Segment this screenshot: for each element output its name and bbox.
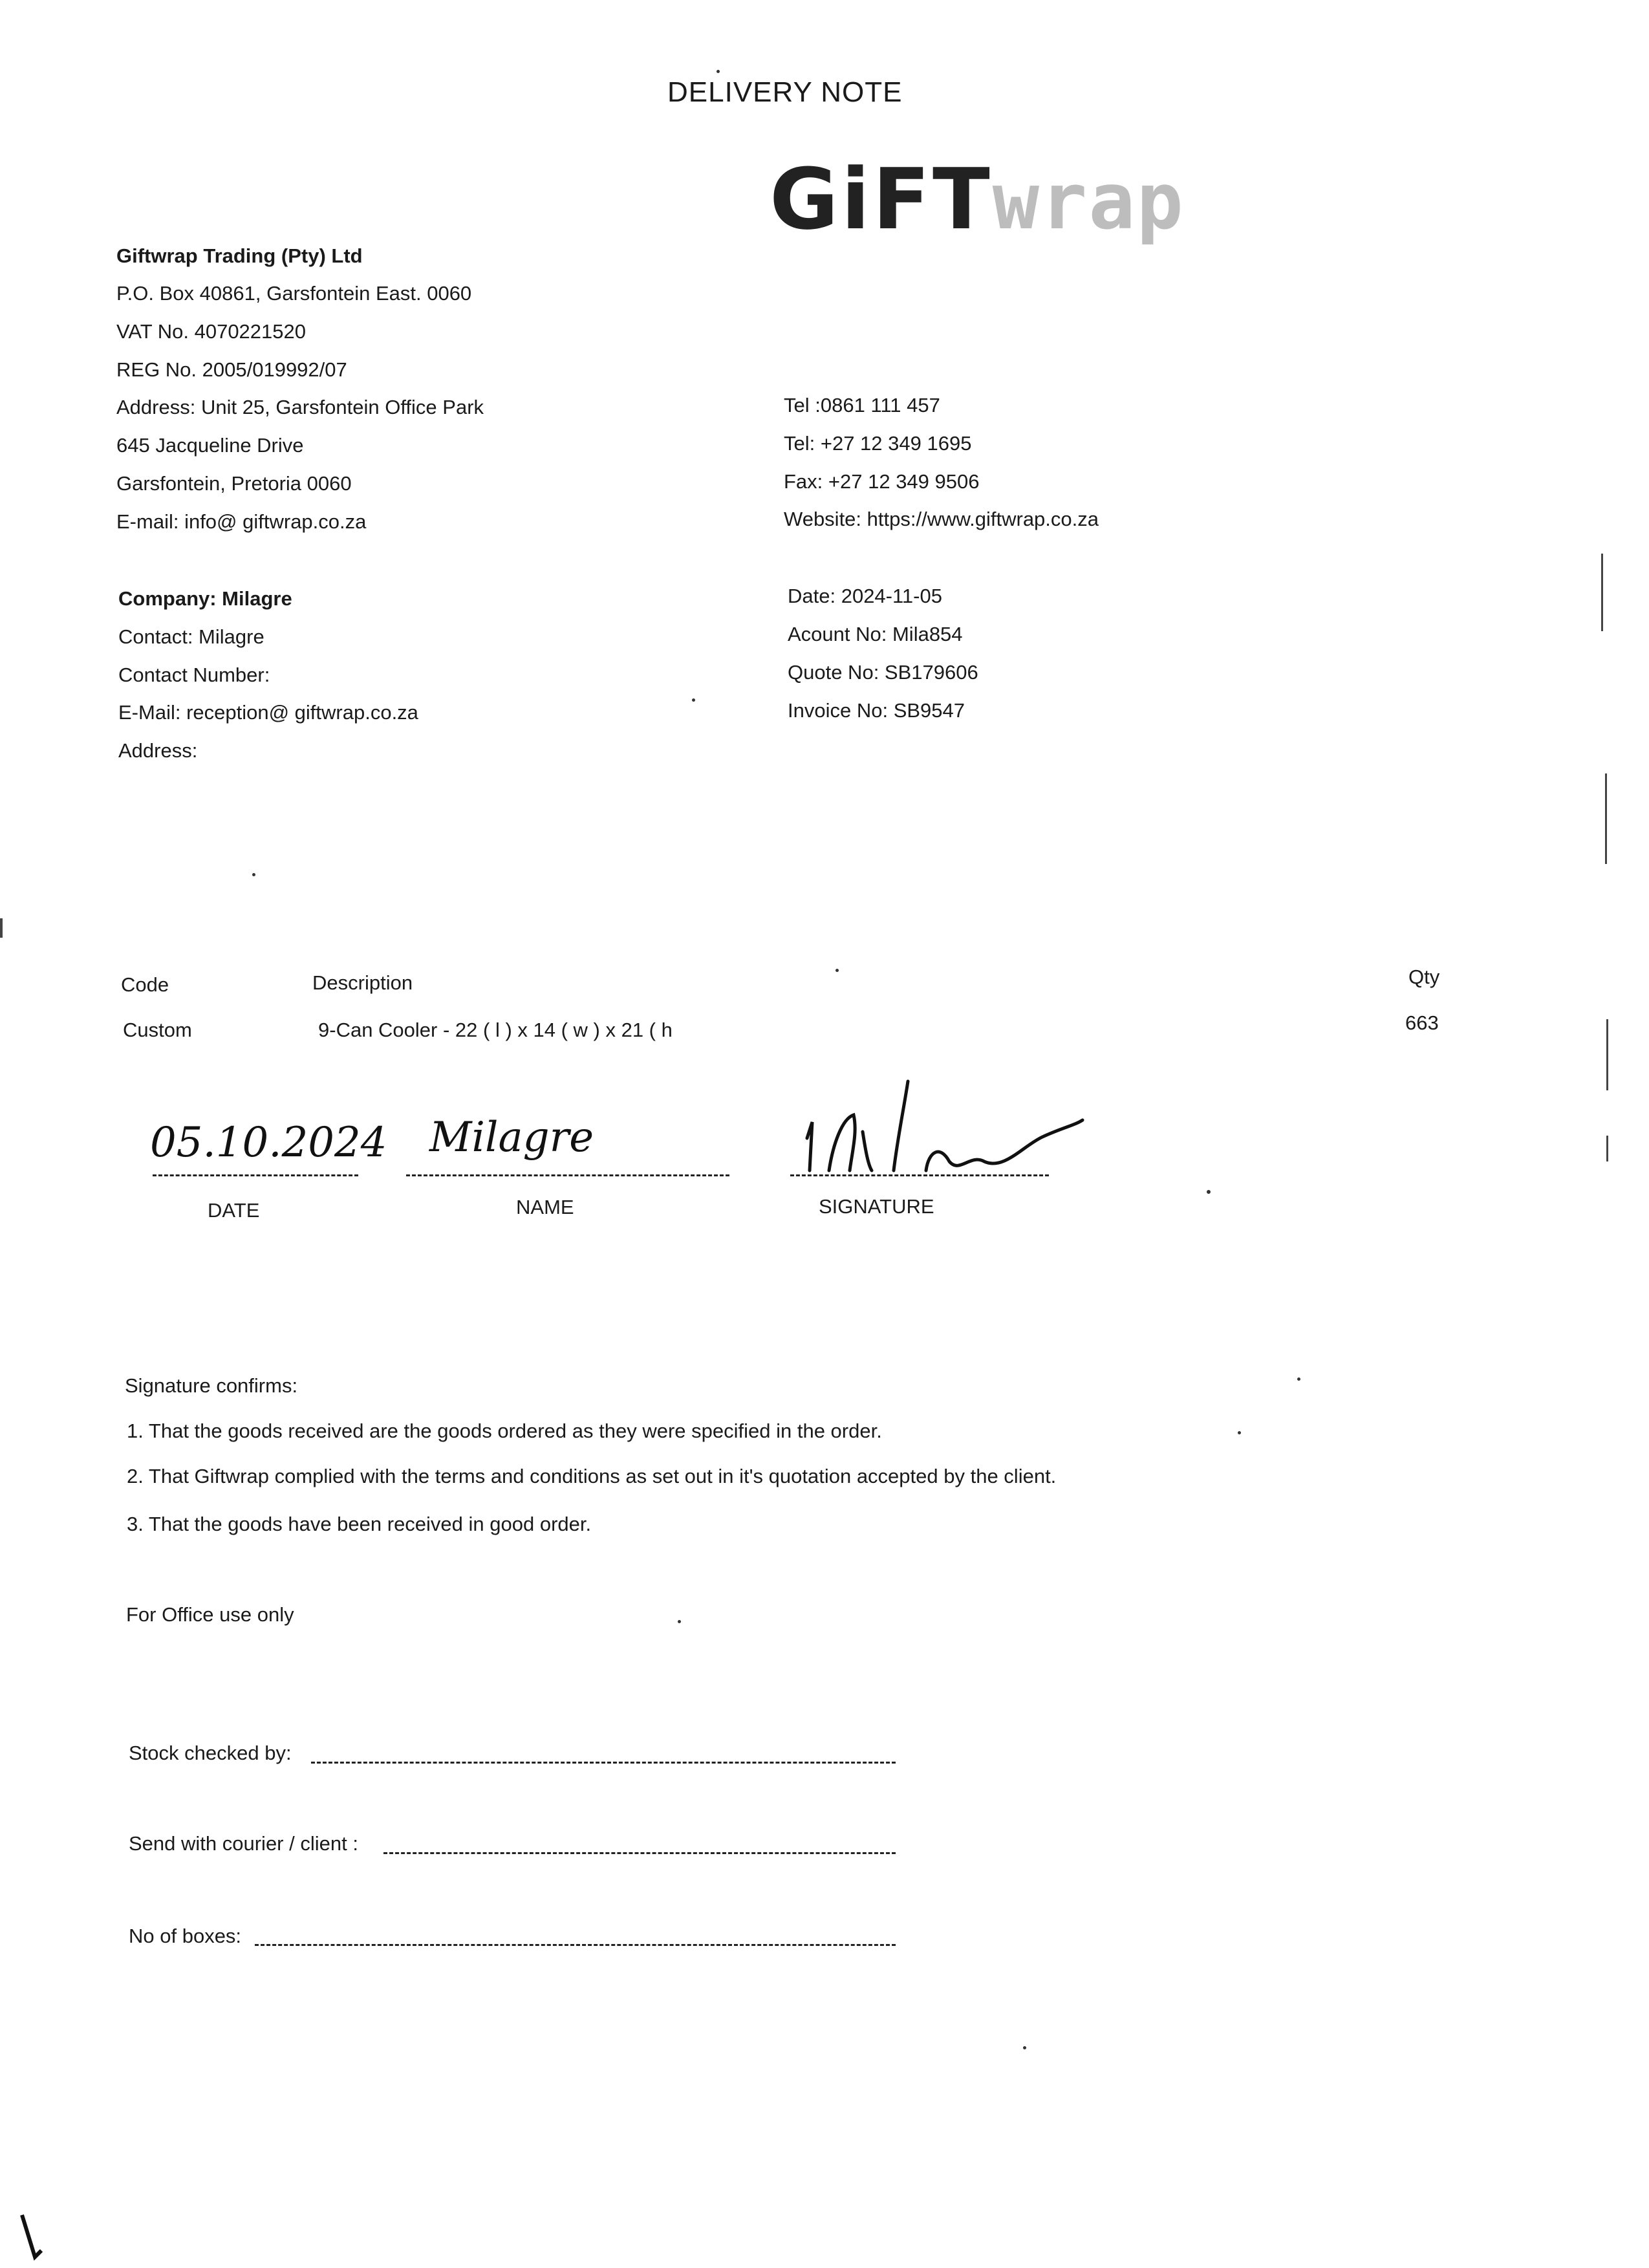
scan-speck: [717, 70, 720, 73]
row-description: 9-Can Cooler - 22 ( l ) x 14 ( w ) x 21 ( h: [318, 1019, 673, 1041]
logo-text-wrap: wrap: [992, 157, 1185, 247]
client-contact-number: Contact Number:: [118, 664, 270, 686]
company-name: Giftwrap Trading (Pty) Ltd: [116, 244, 363, 267]
client-company: Company: Milagre: [118, 587, 292, 610]
stock-checked-line: [311, 1762, 896, 1764]
scan-edge-mark: [1605, 773, 1607, 864]
ref-invoice-no: Invoice No: SB9547: [788, 699, 965, 722]
scan-speck: [678, 1620, 681, 1623]
client-contact: Contact: Milagre: [118, 625, 264, 648]
table-header-qty: Qty: [1408, 966, 1440, 988]
ref-date: Date: 2024-11-05: [788, 585, 942, 607]
logo-text-gift: GiFT: [770, 150, 993, 248]
scan-speck: [1207, 1190, 1211, 1194]
confirmation-item-2: 2. That Giftwrap complied with the terms and conditions as set out in it's quotation accepted by the client.: [127, 1465, 1057, 1487]
ref-account-no: Acount No: Mila854: [788, 623, 963, 645]
handwritten-date: 05.10.2024: [150, 1119, 387, 1167]
signature-line: [790, 1174, 1049, 1176]
contact-tel-2: Tel: +27 12 349 1695: [784, 432, 972, 455]
contact-website: Website: https://www.giftwrap.co.za: [784, 508, 1099, 530]
contact-fax: Fax: +27 12 349 9506: [784, 470, 980, 493]
ref-quote-no: Quote No: SB179606: [788, 661, 978, 684]
scan-speck: [1023, 2046, 1026, 2049]
table-header-code: Code: [121, 973, 169, 996]
date-line: [153, 1174, 358, 1176]
company-address-line3: Garsfontein, Pretoria 0060: [116, 472, 352, 495]
name-line: [406, 1174, 729, 1176]
table-header-description: Description: [312, 971, 413, 994]
signature-label: SIGNATURE: [819, 1195, 934, 1218]
company-po-box: P.O. Box 40861, Garsfontein East. 0060: [116, 282, 472, 305]
client-email: E-Mail: reception@ giftwrap.co.za: [118, 701, 418, 724]
scan-speck: [252, 873, 255, 876]
boxes-label: No of boxes:: [129, 1925, 242, 1947]
handwritten-name: Milagre: [429, 1114, 594, 1161]
signature-scribble: [790, 1074, 1088, 1183]
send-with-line: [383, 1852, 896, 1854]
giftwrap-logo: [770, 150, 1185, 260]
company-email: E-mail: info@ giftwrap.co.za: [116, 510, 367, 533]
scan-speck: [1297, 1377, 1300, 1381]
scan-edge-mark: [0, 918, 3, 938]
row-code: Custom: [123, 1019, 192, 1041]
scan-speck: [835, 969, 839, 972]
client-address: Address:: [118, 739, 198, 762]
scan-corner-mark: [16, 2212, 54, 2263]
company-address-line1: Address: Unit 25, Garsfontein Office Park: [116, 396, 484, 418]
scan-edge-mark: [1606, 1019, 1608, 1090]
scan-speck: [1238, 1431, 1241, 1434]
document-title: DELIVERY NOTE: [667, 76, 903, 108]
stock-checked-label: Stock checked by:: [129, 1742, 292, 1764]
row-qty: 663: [1405, 1011, 1439, 1034]
scan-edge-mark: [1601, 554, 1603, 631]
confirmation-heading: Signature confirms:: [125, 1374, 298, 1397]
name-label: NAME: [516, 1196, 574, 1218]
date-label: DATE: [208, 1199, 260, 1222]
office-use-heading: For Office use only: [126, 1603, 294, 1626]
scan-edge-mark: [1606, 1136, 1608, 1161]
confirmation-item-3: 3. That the goods have been received in good order.: [127, 1513, 592, 1535]
company-vat: VAT No. 4070221520: [116, 320, 307, 343]
contact-tel-1: Tel :0861 111 457: [784, 394, 940, 416]
scan-speck: [692, 698, 695, 702]
company-address-line2: 645 Jacqueline Drive: [116, 434, 304, 457]
boxes-line: [255, 1944, 896, 1946]
send-with-label: Send with courier / client :: [129, 1832, 358, 1855]
company-reg: REG No. 2005/019992/07: [116, 358, 347, 381]
confirmation-item-1: 1. That the goods received are the goods ordered as they were specified in the order.: [127, 1420, 882, 1442]
